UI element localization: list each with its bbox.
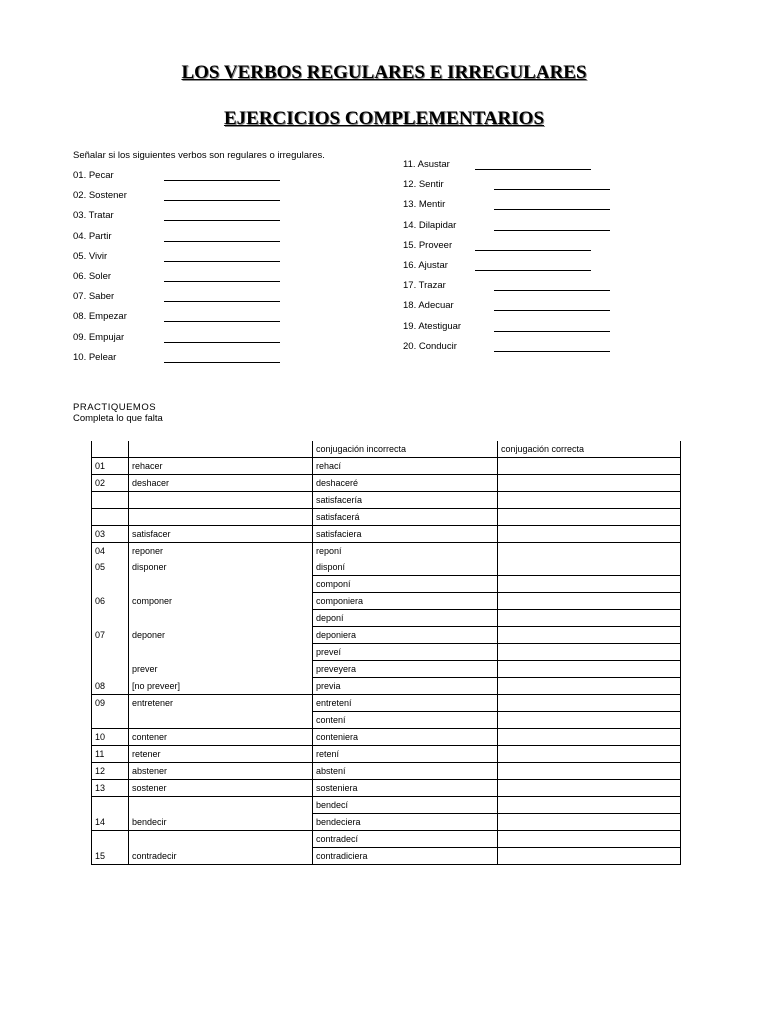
table-row xyxy=(92,610,681,627)
table-row xyxy=(92,627,681,644)
exercise-left-label: 08. Empezar xyxy=(73,311,127,323)
row-number-cell xyxy=(92,712,129,729)
exercise-left-label: 02. Sostener xyxy=(73,190,127,202)
correct-conjugation-cell[interactable] xyxy=(498,627,681,644)
table-row xyxy=(92,695,681,712)
verb-infinitive-cell xyxy=(129,712,313,729)
exercise-left-answer-blank[interactable] xyxy=(164,342,280,343)
table-row xyxy=(92,678,681,695)
table-row xyxy=(92,559,681,576)
correct-conjugation-cell[interactable] xyxy=(498,678,681,695)
exercise-left-label: 05. Vivir xyxy=(73,250,108,262)
row-number-cell: 05 xyxy=(92,559,129,576)
table-row xyxy=(92,746,681,763)
exercise-left-answer-blank[interactable] xyxy=(164,321,280,322)
conjugation-table xyxy=(91,441,681,865)
verb-infinitive-cell xyxy=(129,610,313,627)
incorrect-conjugation-cell: abstení xyxy=(313,763,498,780)
table-row xyxy=(92,712,681,729)
table-row xyxy=(92,593,681,610)
exercise-right-label: 11. Asustar xyxy=(403,159,450,170)
correct-conjugation-cell[interactable] xyxy=(498,712,681,729)
exercise-left-label: 06. Soler xyxy=(73,271,112,282)
verb-infinitive-cell: contradecir xyxy=(129,848,313,865)
exercise-left-answer-blank[interactable] xyxy=(164,281,280,282)
verb-infinitive-cell xyxy=(129,492,313,509)
table-row xyxy=(92,814,681,831)
row-number-cell xyxy=(92,509,129,526)
row-number-cell: 06 xyxy=(92,593,129,610)
table-row xyxy=(92,831,681,848)
correct-conjugation-cell[interactable] xyxy=(498,661,681,678)
verb-infinitive-cell: disponer xyxy=(129,559,313,576)
row-number-cell: 14 xyxy=(92,814,129,831)
exercise-left-answer-blank[interactable] xyxy=(164,220,280,221)
incorrect-conjugation-cell: satisfacerá xyxy=(313,509,498,526)
incorrect-conjugation-cell: satisfacería xyxy=(313,492,498,509)
correct-conjugation-cell[interactable] xyxy=(498,797,681,814)
exercise-left-answer-blank[interactable] xyxy=(164,241,280,242)
incorrect-conjugation-cell: sosteniera xyxy=(313,780,498,797)
instructions-text: Señalar si los siguientes verbos son regulares o irregulares. xyxy=(73,150,325,161)
exercise-right-label: 17. Trazar xyxy=(403,280,446,292)
correct-conjugation-cell[interactable] xyxy=(498,475,681,492)
row-number-cell: 04 xyxy=(92,543,129,560)
verb-infinitive-cell: componer xyxy=(129,593,313,610)
incorrect-conjugation-cell: bendeciera xyxy=(313,814,498,831)
verb-infinitive-cell: rehacer xyxy=(129,458,313,475)
incorrect-conjugation-cell: componiera xyxy=(313,593,498,610)
incorrect-conjugation-cell: disponí xyxy=(313,559,498,576)
row-number-cell: 15 xyxy=(92,848,129,865)
verb-infinitive-cell: reponer xyxy=(129,543,313,560)
incorrect-conjugation-cell: contení xyxy=(313,712,498,729)
incorrect-conjugation-cell: preveí xyxy=(313,644,498,661)
practice-subheading: Completa lo que falta xyxy=(73,413,163,424)
incorrect-conjugation-cell: previa xyxy=(313,678,498,695)
exercise-right-label: 15. Proveer xyxy=(403,239,453,251)
row-number-cell xyxy=(92,610,129,627)
incorrect-conjugation-cell: deponiera xyxy=(313,627,498,644)
verb-infinitive-cell: deshacer xyxy=(129,475,313,492)
correct-conjugation-cell[interactable] xyxy=(498,559,681,576)
page-subtitle: EJERCICIOS COMPLEMENTARIOS xyxy=(223,108,545,129)
row-number-cell xyxy=(92,492,129,509)
row-number-cell xyxy=(92,644,129,661)
incorrect-conjugation-cell: reponí xyxy=(313,543,498,560)
exercise-right-answer-blank[interactable] xyxy=(494,189,610,190)
exercise-right-answer-blank[interactable] xyxy=(494,331,610,332)
table-row xyxy=(92,797,681,814)
correct-conjugation-cell[interactable] xyxy=(498,746,681,763)
row-number-cell: 10 xyxy=(92,729,129,746)
verb-infinitive-cell: abstener xyxy=(129,763,313,780)
table-row xyxy=(92,475,681,492)
table-row xyxy=(92,729,681,746)
verb-infinitive-cell: prever xyxy=(129,661,313,678)
exercise-right-label: 14. Dilapidar xyxy=(403,219,457,231)
exercise-right-label: 16. Ajustar xyxy=(403,260,448,271)
exercise-left-label: 01. Pecar xyxy=(73,170,114,181)
verb-infinitive-cell: contener xyxy=(129,729,313,746)
incorrect-conjugation-cell: deshaceré xyxy=(313,475,498,492)
row-number-cell xyxy=(92,797,129,814)
correct-conjugation-cell[interactable] xyxy=(498,763,681,780)
exercise-left-label: 03. Tratar xyxy=(73,210,114,222)
correct-conjugation-cell[interactable] xyxy=(498,729,681,746)
exercise-left-answer-blank[interactable] xyxy=(164,200,280,201)
exercise-right-label: 12. Sentir xyxy=(403,179,444,191)
exercise-right-answer-blank[interactable] xyxy=(475,270,591,271)
exercise-left-answer-blank[interactable] xyxy=(164,301,280,302)
row-number-cell xyxy=(92,831,129,848)
correct-conjugation-cell[interactable] xyxy=(498,492,681,509)
practice-heading: PRACTIQUEMOS xyxy=(73,402,157,413)
table-row xyxy=(92,644,681,661)
row-number-cell xyxy=(92,576,129,593)
header-cell xyxy=(92,441,129,458)
exercise-right-answer-blank[interactable] xyxy=(475,250,591,251)
exercise-right-label: 20. Conducir xyxy=(403,340,457,352)
table-row xyxy=(92,458,681,475)
exercise-right-answer-blank[interactable] xyxy=(494,209,610,210)
verb-infinitive-cell: retener xyxy=(129,746,313,763)
correct-conjugation-cell[interactable] xyxy=(498,543,681,560)
correct-conjugation-cell[interactable] xyxy=(498,593,681,610)
correct-conjugation-cell[interactable] xyxy=(498,644,681,661)
exercise-right-answer-blank[interactable] xyxy=(494,290,610,291)
incorrect-conjugation-cell: conteniera xyxy=(313,729,498,746)
page-title: LOS VERBOS REGULARES E IRREGULARES xyxy=(181,62,587,83)
correct-conjugation-cell[interactable] xyxy=(498,458,681,475)
exercise-left-label: 09. Empujar xyxy=(73,331,125,343)
exercise-left-label: 04. Partir xyxy=(73,230,112,242)
table-row xyxy=(92,576,681,593)
verb-infinitive-cell: [no preveer] xyxy=(129,678,313,695)
row-number-cell xyxy=(92,661,129,678)
exercise-right-answer-blank[interactable] xyxy=(494,230,610,231)
row-number-cell: 07 xyxy=(92,627,129,644)
row-number-cell: 01 xyxy=(92,458,129,475)
table-row xyxy=(92,661,681,678)
header-cell xyxy=(129,441,313,458)
verb-infinitive-cell: satisfacer xyxy=(129,526,313,543)
header-cell: conjugación incorrecta xyxy=(313,441,498,458)
verb-infinitive-cell: bendecir xyxy=(129,814,313,831)
verb-infinitive-cell xyxy=(129,831,313,848)
table-row xyxy=(92,509,681,526)
correct-conjugation-cell[interactable] xyxy=(498,509,681,526)
exercise-right-answer-blank[interactable] xyxy=(494,310,610,311)
row-number-cell: 13 xyxy=(92,780,129,797)
row-number-cell: 09 xyxy=(92,695,129,712)
incorrect-conjugation-cell: componí xyxy=(313,576,498,593)
row-number-cell: 02 xyxy=(92,475,129,492)
correct-conjugation-cell[interactable] xyxy=(498,526,681,543)
incorrect-conjugation-cell: contradecí xyxy=(313,831,498,848)
exercise-left-label: 07. Saber xyxy=(73,291,115,303)
exercise-left-answer-blank[interactable] xyxy=(164,362,280,363)
correct-conjugation-cell[interactable] xyxy=(498,814,681,831)
verb-infinitive-cell xyxy=(129,797,313,814)
exercise-right-label: 13. Mentir xyxy=(403,199,446,211)
verb-infinitive-cell: entretener xyxy=(129,695,313,712)
row-number-cell: 08 xyxy=(92,678,129,695)
correct-conjugation-cell[interactable] xyxy=(498,695,681,712)
incorrect-conjugation-cell: satisfaciera xyxy=(313,526,498,543)
correct-conjugation-cell[interactable] xyxy=(498,848,681,865)
row-number-cell: 03 xyxy=(92,526,129,543)
row-number-cell: 12 xyxy=(92,763,129,780)
incorrect-conjugation-cell: contradiciera xyxy=(313,848,498,865)
correct-conjugation-cell[interactable] xyxy=(498,831,681,848)
table-row xyxy=(92,763,681,780)
header-cell: conjugación correcta xyxy=(498,441,681,458)
incorrect-conjugation-cell: retení xyxy=(313,746,498,763)
incorrect-conjugation-cell: preveyera xyxy=(313,661,498,678)
verb-infinitive-cell xyxy=(129,644,313,661)
exercise-left-answer-blank[interactable] xyxy=(164,261,280,262)
verb-infinitive-cell xyxy=(129,576,313,593)
incorrect-conjugation-cell: entretení xyxy=(313,695,498,712)
correct-conjugation-cell[interactable] xyxy=(498,780,681,797)
verb-infinitive-cell: sostener xyxy=(129,780,313,797)
verb-infinitive-cell: deponer xyxy=(129,627,313,644)
table-row xyxy=(92,492,681,509)
exercise-right-label: 18. Adecuar xyxy=(403,300,454,312)
exercise-left-answer-blank[interactable] xyxy=(164,180,280,181)
correct-conjugation-cell[interactable] xyxy=(498,576,681,593)
table-row xyxy=(92,780,681,797)
table-row xyxy=(92,848,681,865)
exercise-right-label: 19. Atestiguar xyxy=(403,320,462,332)
table-header-row xyxy=(92,441,681,458)
incorrect-conjugation-cell: bendecí xyxy=(313,797,498,814)
exercise-right-answer-blank[interactable] xyxy=(494,351,610,352)
correct-conjugation-cell[interactable] xyxy=(498,610,681,627)
table-row xyxy=(92,543,681,560)
verb-infinitive-cell xyxy=(129,509,313,526)
table-row xyxy=(92,526,681,543)
exercise-right-answer-blank[interactable] xyxy=(475,169,591,170)
incorrect-conjugation-cell: rehací xyxy=(313,458,498,475)
row-number-cell: 11 xyxy=(92,746,129,763)
exercise-left-label: 10. Pelear xyxy=(73,351,117,363)
incorrect-conjugation-cell: deponí xyxy=(313,610,498,627)
